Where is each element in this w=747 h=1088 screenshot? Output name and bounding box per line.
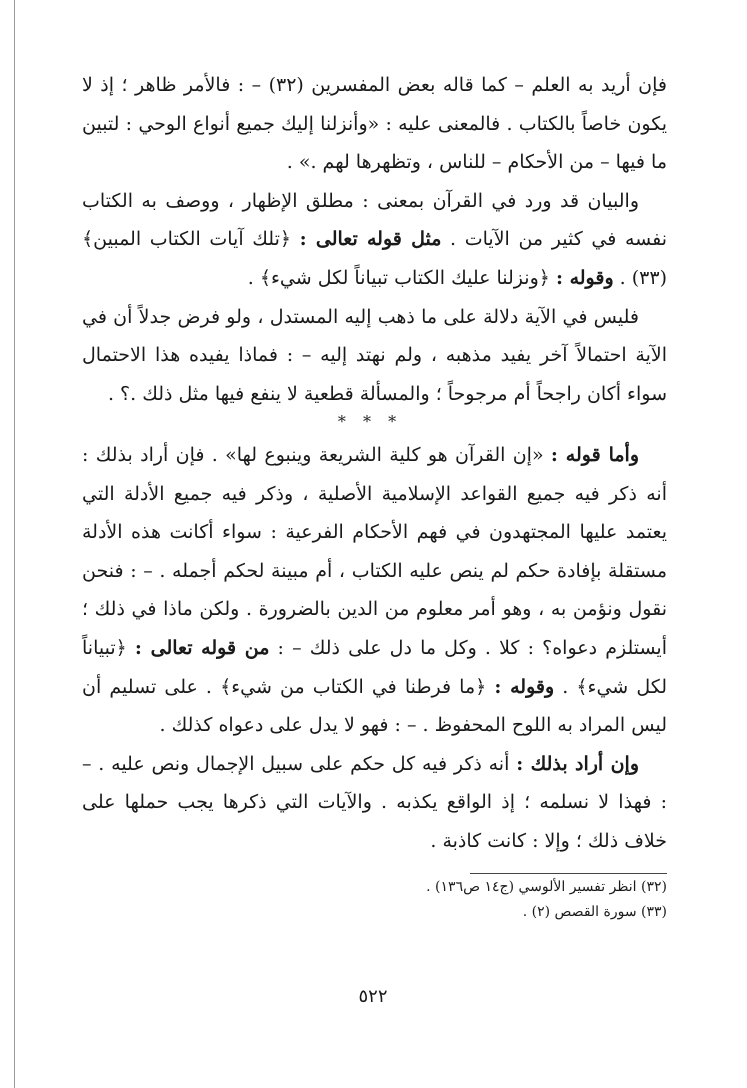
paragraph-2 [82, 182, 667, 298]
paragraph-4-run-2: «إن القرآن هو كلية الشريعة وينبوع لها» . فإن أراد بذلك : أنه ذكر فيه جميع القواعد الإسلامية الأصلية ، وذكر فيه جميع الأدلة التي يعتمد عليها المجتهدون في فهم الأحكام الفرعية : سواء أكانت هذه الأدلة مستقلة بإفادة حكم لم ينص عليه الكتاب ، أم مبينة لحكم أجمله . – : فنحن نقول ونؤمن به ، وهو أمر معلوم من الدين بالضرورة . ولكن ماذا في ذلك ؛ أيستلزم دعواه؟ : كلا . وكل ما دل على ذلك – : [82, 444, 667, 659]
body-text-bottom [82, 436, 667, 861]
section-separator: * * * [337, 412, 403, 431]
footnote-32: (٣٢) انظر تفسير الألوسي (ج١٤ ص١٣٦) . [426, 879, 667, 895]
paragraph-3-run-1: فليس في الآية دلالة على ما ذهب إليه المستدل ، ولو فرض جدلاً أن في الآية احتمالاً آخر يفيد مذهبه ، ولم نهتد إليه – : فماذا يفيده هذا الاحتمال سواء أكان راجحاً أم مرجوحاً ؛ والمسألة قطعية لا ينفع فيها مثل ذلك .؟ . [82, 305, 667, 405]
paragraph-4-run-3: من قوله تعالى : [134, 636, 270, 659]
body-text-top [82, 66, 667, 413]
footnote-divider [470, 873, 667, 874]
paragraph-5-run-1: وإن أراد بذلك : [516, 752, 639, 775]
paragraph-4 [82, 436, 667, 745]
page-number: ٥٢٢ [358, 986, 388, 1007]
paragraph-2-run-4: وقوله : [555, 266, 614, 289]
paragraph-4-run-4: ﴿تبياناً لكل شيء﴾ . [82, 636, 667, 698]
binding-edge-line [14, 0, 15, 1088]
paragraph-1 [82, 66, 667, 182]
paragraph-2-run-2: مثل قوله تعالى : [299, 228, 442, 251]
paragraph-4-run-5: وقوله : [494, 675, 555, 698]
paragraph-5-run-2: أنه ذكر فيه كل حكم على سبيل الإجمال ونص عليه . – : فهذا لا نسلمه ؛ إذ الواقع يكذبه . والآيات التي ذكرها يجب حملها على خلاف ذلك ؛ وإلا : كانت كاذبة . [82, 752, 667, 852]
paragraph-1-run-1: فإن أريد به العلم – كما قاله بعض المفسرين (٣٢) – : فالأمر ظاهر ؛ إذ لا يكون خاصاً بالكتاب . فالمعنى عليه : «وأنزلنا إليك جميع أنواع الوحي : لتبين ما فيها – من الأحكام – للناس ، وتظهرها لهم .» . [82, 74, 667, 174]
paragraph-3 [82, 298, 667, 414]
paragraph-4-run-6: ﴿ما فرطنا في الكتاب من شيء﴾ . على تسليم أن ليس المراد به اللوح المحفوظ . – : فهو لا يدل على دعواه كذلك . [82, 675, 667, 737]
footnote-33: (٣٣) سورة القصص (٢) . [522, 904, 667, 920]
paragraph-2-run-1: والبيان قد ورد في القرآن بمعنى : مطلق الإظهار ، ووصف به الكتاب نفسه في كثير من الآيات . [82, 189, 667, 251]
footnotes [82, 875, 667, 925]
paragraph-2-run-3: ﴿تلك آيات الكتاب المبين﴾ (٣٣) . [82, 228, 667, 289]
paragraph-2-run-5: ﴿ونزلنا عليك الكتاب تبياناً لكل شيء﴾ . [247, 266, 556, 289]
paragraph-5 [82, 745, 667, 861]
paragraph-4-run-1: وأما قوله : [550, 444, 639, 466]
